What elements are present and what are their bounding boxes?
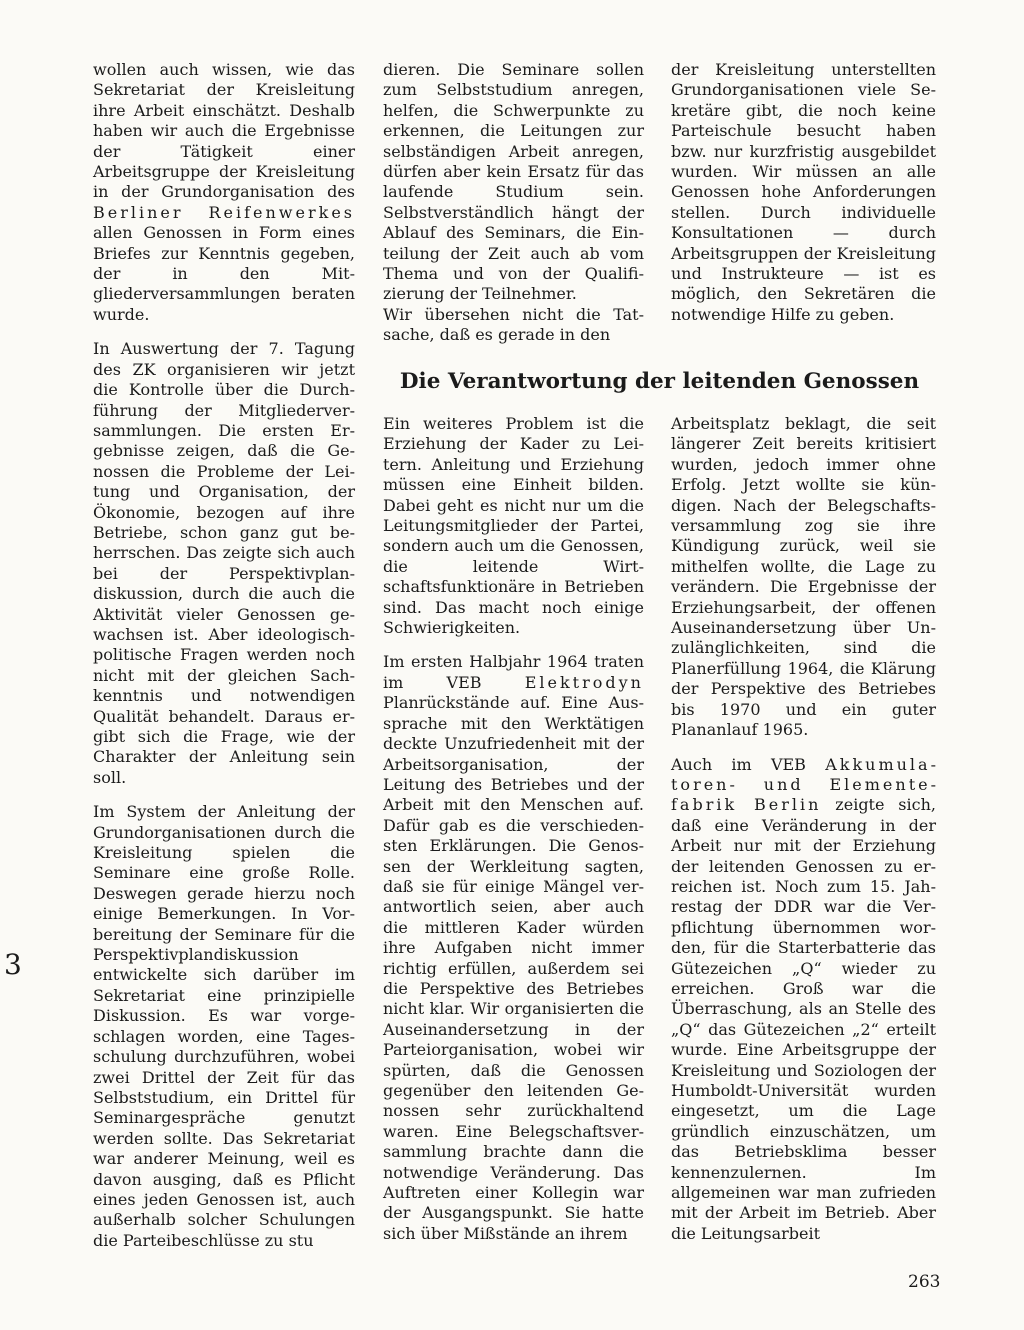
paragraph: In Auswertung der 7. Tagung des ZK organisieren wir jetzt die Kontrolle über die Durchführung der Mitgliederversammlungen. Die ersten Ergebnisse zeigen, daß die Genossen die Probleme der Leitung und Organisation, der Ökonomie, bezogen auf ihre Betriebe, schon ganz gut beherrschen. Das zeigte sich auch bei der Perspektivplandiskussion, durch die auch die Aktivität vieler Genossen gewachsen ist. Aber ideologisch-politische Fragen werden noch nicht mit der gleichen Sachkenntnis und notwendigen Qualität behandelt. Daraus ergibt sich die Frage, wie der Charakter der Anleitung sein soll. [93,339,355,787]
spaced-name: Berliner Reifenwerkes [93,202,355,222]
paragraph: dieren. Die Seminare sollen zum Selbststudium anregen, helfen, die Schwerpunkte zu erkennen, die Leitungen zur selbständigen Arbeit anregen, dürfen aber kein Ersatz für das laufende Studium sein. Selbstverständlich hängt der Ablauf des Seminars, die Einteilung der Zeit auch ab vom Thema und von der Qualifizierung der Teilnehmer. [383,60,644,304]
text-run: allen Genossen in Form eines Briefes zur Kenntnis gegeben, der in den Mitgliederversammlungen beraten wurde. [93,223,355,324]
paragraph [93,60,355,325]
paragraph: Ein weiteres Problem ist die Erziehung der Kader zu Leitern. Anleitung und Erziehung müssen eine Einheit bilden. Dabei geht es nicht nur um die Leitungsmitglieder der Partei, sondern auch um die Genossen, die leitende Wirtschaftsfunktionäre in Betrieben sind. Das macht noch einige Schwierigkeiten. [383,414,644,638]
text-run: Im ersten Halbjahr 1964 traten im VEB [383,652,644,692]
section-heading: Die Verantwortung der leitenden Genossen [399,369,920,394]
column-1 [93,60,355,1251]
column-5 [671,414,936,1244]
column-2 [383,60,644,346]
text-run: Auch im VEB [671,754,806,774]
text-run: wollen auch wissen, wie das Sekretariat der Kreisleitung ihre Arbeit einschätzt. Deshalb haben wir auch die Ergebnisse der Tätigkeit einer Arbeitsgruppe der Kreisleitung in der Grundorganisation des [93,60,355,202]
paragraph: Arbeitsplatz beklagt, die seit längerer Zeit bereits kritisiert wurden, jedoch immer ohne Erfolg. Jetzt wollte sie kündigen. Nach der Belegschaftsversammlung zog sie ihre Kündigung zurück, weil sie mithelfen wollte, die Lage zu verändern. Die Ergebnisse der Erziehungsarbeit, der offenen Auseinandersetzung über Unzulänglichkeiten, sind die Planerfüllung 1964, die Klärung der Perspektive des Betriebes bis 1970 und ein guter Plananlauf 1965. [671,414,936,740]
column-3 [671,60,936,325]
paragraph [383,652,644,1244]
spaced-name: Elektrodyn [524,672,644,692]
side-mark: 3 [4,948,22,981]
text-run: Planrückstände auf. Eine Aussprache mit den Werktätigen deckte Unzufriedenheit mit der Arbeitsorganisation, der Leitung des Betriebes und der Arbeit mit den Menschen auf. Dafür gab es die verschiedensten Erklärungen. Die Genossen der Werkleitung sagten, daß sie für einige Mängel verantwortlich seien, aber auch die mittleren Kader würden ihre Aufgaben nicht immer richtig erfüllen, außerdem sei die Perspektive des Betriebes nicht klar. Wir organisierten die Auseinandersetzung in der Parteiorganisation, wobei wir spürten, daß die Genossen gegenüber den leitenden Genossen sehr zurückhaltend waren. Eine Belegschaftsversammlung brachte dann die notwendige Veränderung. Das Auftreten einer Kollegin war der Ausgangspunkt. Sie hatte sich über Mißstände an ihrem [383,693,644,1243]
text-run: zeigte sich, daß eine Veränderung in der Arbeit nur mit der Erziehung der leitenden Genossen zu erreichen ist. Noch zum 15. Jahrestag der DDR war die Verpflichtung übernommen worden, für die Starterbatterie das Gütezeichen „Q“ wieder zu erreichen. Groß war die Überraschung, als an Stelle des „Q“ das Gütezeichen „2“ erteilt wurde. Eine Arbeitsgruppe der Kreisleitung und Soziologen der Humboldt-Universität wurden eingesetzt, um die Lage gründlich einzuschätzen, um das Betriebsklima besser kennenzulernen. Im allgemeinen war man zufrieden mit der Arbeit im Betrieb. Aber die Leitungsarbeit [671,795,936,1243]
paragraph: Wir übersehen nicht die Tatsache, daß es gerade in den [383,304,644,345]
column-4 [383,414,644,1244]
paragraph [671,755,936,1245]
paragraph: der Kreisleitung unterstellten Grundorganisationen viele Sekretäre gibt, die noch keine Parteischule besucht haben bzw. nur kurzfristig ausgebildet wurden. Wir müssen an alle Genossen hohe Anforderungen stellen. Durch individuelle Konsultationen — durch Arbeitsgruppen der Kreisleitung und Instrukteure — ist es möglich, den Sekretären die notwendige Hilfe zu geben. [671,60,936,324]
page-number: 263 [908,1272,941,1292]
paragraph: Im System der Anleitung der Grundorganisationen durch die Kreisleitung spielen die Seminare eine große Rolle. Deswegen gerade hierzu noch einige Bemerkungen. In Vorbereitung der Seminare für die Perspektivplandiskussion entwickelte sich darüber im Sekretariat eine prinzipielle Diskussion. Es war vorgeschlagen worden, eine Tagesschulung durchzuführen, wobei zwei Drittel der Zeit für das Selbststudium, ein Drittel für Seminargespräche genutzt werden sollte. Das Sekretariat war anderer Meinung, weil es davon ausging, daß es Pflicht eines jeden Genossen ist, auch außerhalb solcher Schulungen die Parteibeschlüsse zu stu [93,802,355,1250]
spaced-name: Akkumulatoren- und Elementefabrik Berlin [671,754,936,815]
